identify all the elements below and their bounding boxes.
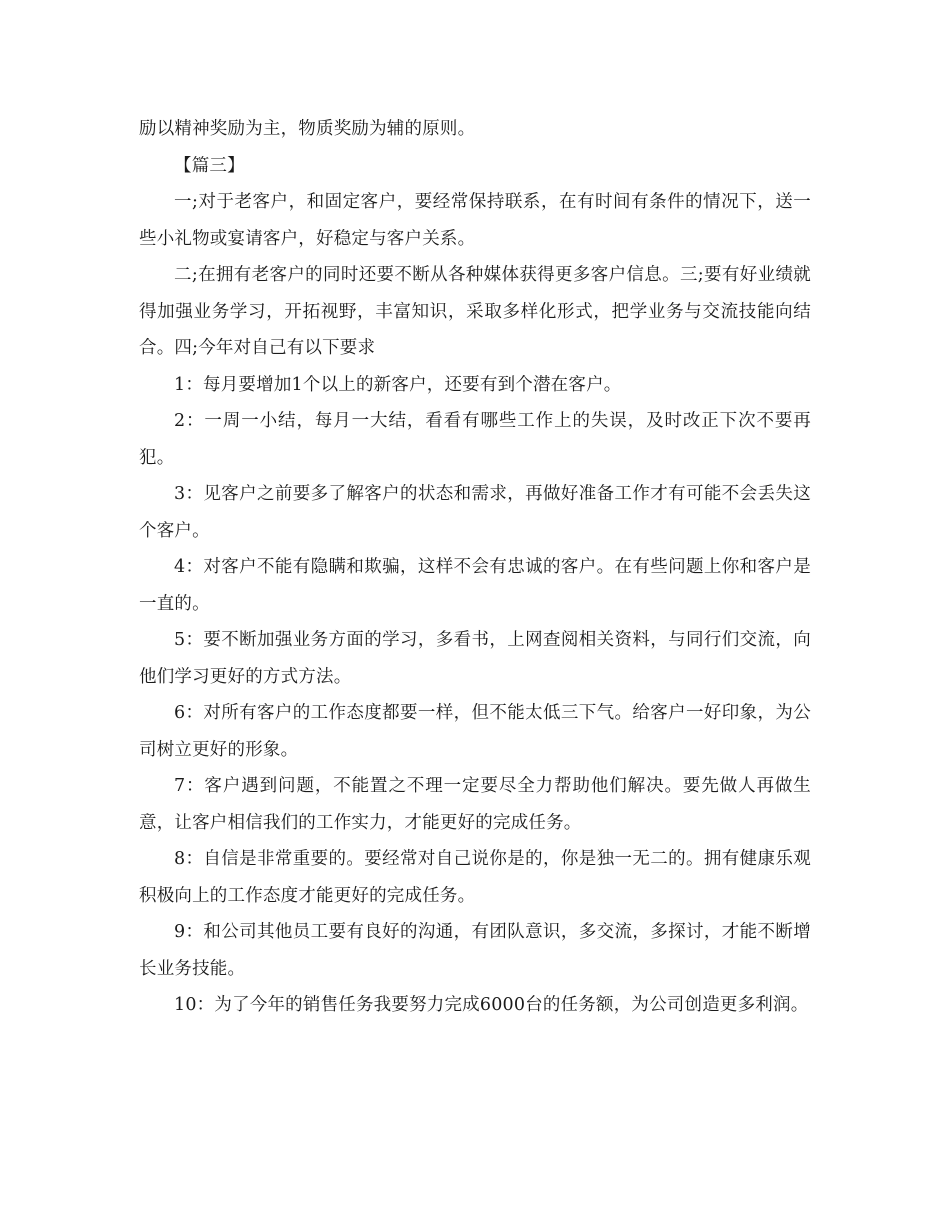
requirement-9: 9：和公司其他员工要有良好的沟通，有团队意识，多交流，多探讨，才能不断增长业务技能。 (139, 922, 811, 979)
requirement-1: 1：每月要增加1个以上的新客户，还要有到个潜在客户。 (174, 374, 622, 395)
requirement-3: 3：见客户之前要多了解客户的状态和需求，再做好准备工作才有可能不会丢失这个客户。 (139, 484, 811, 541)
requirement-10: 10：为了今年的销售任务我要努力完成6000台的任务额，为公司创造更多利润。 (174, 995, 809, 1015)
paragraph-item-one: 一;对于老客户，和固定客户，要经常保持联系，在有时间有条件的情况下，送一些小礼物或宴请客户，好稳定与客户关系。 (139, 192, 811, 249)
requirement-8: 8：自信是非常重要的。要经常对自己说你是的，你是独一无二的。拥有健康乐观积极向上的工作态度才能更好的完成任务。 (139, 849, 811, 906)
requirement-4: 4：对客户不能有隐瞒和欺骗，这样不会有忠诚的客户。在有些问题上你和客户是一直的。 (139, 557, 811, 614)
requirement-6: 6：对所有客户的工作态度都要一样，但不能太低三下气。给客户一好印象，为公司树立更好的形象。 (139, 703, 811, 760)
document-body (139, 111, 811, 1024)
paragraph-item-two-three-four: 二;在拥有老客户的同时还要不断从各种媒体获得更多客户信息。三;要有好业绩就得加强业务学习，开拓视野，丰富知识，采取多样化形式，把学业务与交流技能向结合。四;今年对自己有以下要求 (139, 265, 811, 358)
section-heading: 【篇三】 (174, 155, 245, 176)
requirement-2: 2：一周一小结，每月一大结，看看有哪些工作上的失误，及时改正下次不要再犯。 (139, 411, 811, 468)
requirement-7: 7：客户遇到问题，不能置之不理一定要尽全力帮助他们解决。要先做人再做生意，让客户相信我们的工作实力，才能更好的完成任务。 (139, 776, 811, 833)
requirement-5: 5：要不断加强业务方面的学习，多看书，上网查阅相关资料，与同行们交流，向他们学习更好的方式方法。 (139, 630, 811, 687)
paragraph-continuation: 励以精神奖励为主，物质奖励为辅的原则。 (139, 119, 476, 139)
